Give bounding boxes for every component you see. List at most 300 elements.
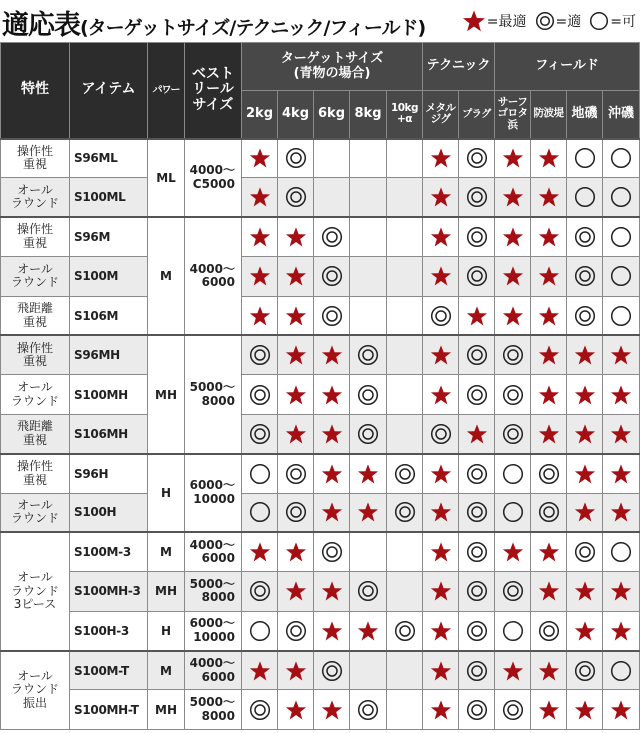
double-circle-icon xyxy=(502,344,524,366)
star-icon xyxy=(430,265,452,287)
rating-shore-rocks-dbl xyxy=(567,296,603,335)
star-icon xyxy=(574,463,596,485)
text-line: 重視 xyxy=(22,472,47,487)
text-line: +α xyxy=(397,113,413,126)
rating-4kg-star xyxy=(278,572,314,611)
star-icon xyxy=(430,384,452,406)
text-line: ジグ xyxy=(430,113,451,126)
double-circle-icon xyxy=(466,344,488,366)
text-line: 2kg xyxy=(246,105,273,121)
rating-plug-dbl xyxy=(459,139,495,178)
rating-2kg-star xyxy=(242,139,278,178)
rating-offshore-rocks-star xyxy=(603,414,640,453)
star-icon xyxy=(538,344,560,366)
star-icon xyxy=(574,423,596,445)
star-icon xyxy=(574,384,596,406)
rating-surf-gorota-beach-star xyxy=(495,257,531,296)
star-icon xyxy=(285,541,307,563)
rating-4kg-star xyxy=(278,651,314,690)
text-line: 4000〜 xyxy=(189,655,235,670)
rating-surf-gorota-beach-dbl xyxy=(495,375,531,414)
table-row xyxy=(1,414,640,453)
star-icon xyxy=(285,265,307,287)
rating-breakwater-star xyxy=(531,651,567,690)
rating-10kg-plus-empty xyxy=(387,139,423,178)
rating-shore-rocks-star xyxy=(567,454,603,493)
rating-shore-rocks-star xyxy=(567,611,603,650)
text-line: 操作性 xyxy=(16,340,53,355)
star-icon xyxy=(462,9,486,33)
table-row xyxy=(1,532,640,571)
text-line: サーフ xyxy=(497,95,528,108)
double-circle-icon xyxy=(430,423,452,445)
item-name: S106M xyxy=(70,296,148,335)
double-circle-icon xyxy=(285,463,307,485)
rating-10kg-plus-dbl xyxy=(387,493,423,532)
rating-plug-dbl xyxy=(459,651,495,690)
text-line: オール xyxy=(17,569,53,584)
text-line: 5000〜 xyxy=(189,576,235,591)
rating-offshore-rocks-circ xyxy=(603,532,640,571)
double-circle-icon xyxy=(394,463,416,485)
rating-shore-rocks-dbl xyxy=(567,257,603,296)
text-line: 重視 xyxy=(22,157,47,172)
star-icon xyxy=(321,501,343,523)
rating-plug-dbl xyxy=(459,454,495,493)
rating-plug-dbl xyxy=(459,375,495,414)
double-circle-icon xyxy=(357,384,379,406)
star-icon xyxy=(502,660,524,682)
rating-metal-jig-star xyxy=(423,217,459,256)
suitability-table xyxy=(0,42,640,730)
text-line: 振出 xyxy=(22,696,47,711)
legend-item-acceptable xyxy=(589,11,636,31)
text-line: 防波堤 xyxy=(533,107,564,120)
item-name: S100ML xyxy=(70,178,148,217)
star-icon xyxy=(538,660,560,682)
item-name: S100M-T xyxy=(70,651,148,690)
star-icon xyxy=(285,384,307,406)
star-icon xyxy=(502,147,524,169)
rating-metal-jig-star xyxy=(423,651,459,690)
header-col-offshore-rocks xyxy=(603,91,640,139)
star-icon xyxy=(430,463,452,485)
star-icon xyxy=(285,423,307,445)
rating-shore-rocks-star xyxy=(567,414,603,453)
double-circle-icon xyxy=(574,541,596,563)
power-cell: ML xyxy=(148,139,185,218)
table-row xyxy=(1,217,640,256)
star-icon xyxy=(285,580,307,602)
star-icon xyxy=(574,344,596,366)
rating-offshore-rocks-star xyxy=(603,493,640,532)
double-circle-icon xyxy=(535,11,555,31)
text-line: 4000〜 xyxy=(189,537,235,552)
rating-4kg-dbl xyxy=(278,139,314,178)
text-line: オール xyxy=(17,668,53,683)
double-circle-icon xyxy=(394,501,416,523)
rating-shore-rocks-dbl xyxy=(567,532,603,571)
trait-cell xyxy=(1,257,70,296)
star-icon xyxy=(610,384,632,406)
power-cell: M xyxy=(148,217,185,335)
rating-8kg-empty xyxy=(350,651,387,690)
reel-size-cell xyxy=(185,139,242,218)
double-circle-icon xyxy=(357,423,379,445)
text-line: 飛距離 xyxy=(16,300,53,315)
star-icon xyxy=(285,305,307,327)
rating-plug-dbl xyxy=(459,178,495,217)
star-icon xyxy=(430,186,452,208)
star-icon xyxy=(249,265,271,287)
item-name: S106MH xyxy=(70,414,148,453)
trait-cell xyxy=(1,335,70,374)
text-line: メタル xyxy=(425,101,456,114)
text-line: オール xyxy=(17,379,53,394)
star-icon xyxy=(249,660,271,682)
rating-10kg-plus-empty xyxy=(387,335,423,374)
rating-6kg-dbl xyxy=(314,217,350,256)
text-line: 5000〜 xyxy=(189,694,235,709)
header-trait: 特性 xyxy=(1,43,70,139)
circle-icon xyxy=(610,541,632,563)
star-icon xyxy=(502,226,524,248)
rating-8kg-empty xyxy=(350,139,387,178)
star-icon xyxy=(574,620,596,642)
power-cell: MH xyxy=(148,572,185,611)
rating-4kg-star xyxy=(278,690,314,729)
rating-4kg-star xyxy=(278,335,314,374)
double-circle-icon xyxy=(249,699,271,721)
text-line: 8000 xyxy=(201,708,235,723)
rating-4kg-star xyxy=(278,375,314,414)
double-circle-icon xyxy=(321,541,343,563)
circle-icon xyxy=(610,305,632,327)
double-circle-icon xyxy=(538,620,560,642)
header-item: アイテム xyxy=(70,43,148,139)
star-icon xyxy=(502,186,524,208)
star-icon xyxy=(538,423,560,445)
double-circle-icon xyxy=(574,660,596,682)
title-bar xyxy=(0,0,640,40)
star-icon xyxy=(321,423,343,445)
text-line: 地磯 xyxy=(571,105,598,121)
item-name: S96H xyxy=(70,454,148,493)
rating-breakwater-star xyxy=(531,690,567,729)
text-line: ゴロタ xyxy=(497,107,528,120)
page-title xyxy=(2,3,425,42)
circle-icon xyxy=(574,186,596,208)
circle-icon xyxy=(249,620,271,642)
text-line: 重視 xyxy=(22,354,47,369)
title-subtitle: (ターゲットサイズ/テクニック/フィールド) xyxy=(80,17,426,39)
header-target-size-group xyxy=(242,43,423,91)
rating-shore-rocks-star xyxy=(567,493,603,532)
table-row xyxy=(1,690,640,729)
rating-plug-dbl xyxy=(459,217,495,256)
rating-metal-jig-star xyxy=(423,493,459,532)
circle-icon xyxy=(249,463,271,485)
rating-offshore-rocks-circ xyxy=(603,296,640,335)
trait-cell xyxy=(1,493,70,532)
rating-surf-gorota-beach-dbl xyxy=(495,414,531,453)
text-line: 6000 xyxy=(201,669,235,684)
rating-4kg-dbl xyxy=(278,178,314,217)
item-name: S100M xyxy=(70,257,148,296)
rating-4kg-star xyxy=(278,296,314,335)
legend-item-suitable xyxy=(535,11,582,31)
item-name: S96M xyxy=(70,217,148,256)
rating-4kg-star xyxy=(278,532,314,571)
star-icon xyxy=(285,660,307,682)
rating-10kg-plus-empty xyxy=(387,375,423,414)
reel-size-cell xyxy=(185,532,242,571)
rating-10kg-plus-empty xyxy=(387,651,423,690)
text-line: リール xyxy=(192,81,234,98)
rating-breakwater-star xyxy=(531,572,567,611)
double-circle-icon xyxy=(249,384,271,406)
double-circle-icon xyxy=(466,501,488,523)
item-name: S100M-3 xyxy=(70,532,148,571)
rating-8kg-dbl xyxy=(350,690,387,729)
circle-icon xyxy=(574,147,596,169)
header-col-plug xyxy=(459,91,495,139)
rating-breakwater-star xyxy=(531,139,567,178)
rating-6kg-star xyxy=(314,375,350,414)
star-icon xyxy=(321,580,343,602)
rating-2kg-circ xyxy=(242,611,278,650)
header-col-surf-gorota-beach xyxy=(495,91,531,139)
rating-2kg-star xyxy=(242,257,278,296)
rating-surf-gorota-beach-star xyxy=(495,217,531,256)
rating-6kg-star xyxy=(314,454,350,493)
legend xyxy=(454,9,636,33)
rating-offshore-rocks-circ xyxy=(603,257,640,296)
double-circle-icon xyxy=(285,620,307,642)
text-line: ラウンド xyxy=(10,682,59,697)
star-icon xyxy=(430,699,452,721)
rating-8kg-dbl xyxy=(350,375,387,414)
text-line: 重視 xyxy=(22,236,47,251)
rating-offshore-rocks-star xyxy=(603,572,640,611)
text-line: 飛距離 xyxy=(16,418,53,433)
double-circle-icon xyxy=(466,580,488,602)
star-icon xyxy=(321,699,343,721)
star-icon xyxy=(430,147,452,169)
star-icon xyxy=(430,344,452,366)
star-icon xyxy=(610,344,632,366)
table-row xyxy=(1,493,640,532)
rating-surf-gorota-beach-star xyxy=(495,296,531,335)
rating-8kg-dbl xyxy=(350,572,387,611)
double-circle-icon xyxy=(574,265,596,287)
rating-breakwater-star xyxy=(531,532,567,571)
trait-cell xyxy=(1,414,70,453)
header-col-breakwater xyxy=(531,91,567,139)
star-icon xyxy=(321,384,343,406)
trait-cell xyxy=(1,217,70,256)
star-icon xyxy=(574,580,596,602)
rating-surf-gorota-beach-star xyxy=(495,178,531,217)
rating-6kg-star xyxy=(314,414,350,453)
double-circle-icon xyxy=(321,660,343,682)
rating-6kg-dbl xyxy=(314,257,350,296)
circle-icon xyxy=(610,226,632,248)
double-circle-icon xyxy=(285,501,307,523)
power-cell: H xyxy=(148,611,185,650)
rating-surf-gorota-beach-star xyxy=(495,532,531,571)
star-icon xyxy=(610,620,632,642)
text-line: 6000〜 xyxy=(189,478,235,493)
power-cell: M xyxy=(148,651,185,690)
star-icon xyxy=(285,344,307,366)
trait-cell xyxy=(1,454,70,493)
star-icon xyxy=(502,541,524,563)
rating-plug-star xyxy=(459,414,495,453)
text-line: 3ピース xyxy=(13,597,57,612)
double-circle-icon xyxy=(466,147,488,169)
rating-6kg-star xyxy=(314,493,350,532)
rating-breakwater-dbl xyxy=(531,493,567,532)
star-icon xyxy=(321,463,343,485)
circle-icon xyxy=(249,501,271,523)
rating-10kg-plus-empty xyxy=(387,414,423,453)
text-line: 8kg xyxy=(354,105,382,121)
rating-metal-jig-star xyxy=(423,139,459,178)
rating-6kg-dbl xyxy=(314,651,350,690)
circle-icon xyxy=(502,620,524,642)
text-line: ターゲットサイズ xyxy=(280,50,384,66)
rating-metal-jig-star xyxy=(423,572,459,611)
text-line: 8000 xyxy=(201,393,235,408)
rating-2kg-dbl xyxy=(242,690,278,729)
double-circle-icon xyxy=(466,541,488,563)
rating-8kg-dbl xyxy=(350,335,387,374)
circle-icon xyxy=(502,463,524,485)
text-line: 浜 xyxy=(507,119,518,132)
circle-icon xyxy=(610,265,632,287)
text-line: 沖磯 xyxy=(608,105,635,121)
trait-cell xyxy=(1,375,70,414)
rating-metal-jig-star xyxy=(423,335,459,374)
double-circle-icon xyxy=(249,344,271,366)
rating-shore-rocks-circ xyxy=(567,178,603,217)
text-line: 6kg xyxy=(318,105,345,121)
rating-8kg-empty xyxy=(350,532,387,571)
rating-6kg-dbl xyxy=(314,296,350,335)
title-main-text: 適応表 xyxy=(2,10,80,41)
star-icon xyxy=(249,541,271,563)
rating-plug-dbl xyxy=(459,690,495,729)
text-line: ベスト xyxy=(192,65,234,82)
text-line: 8000 xyxy=(201,590,235,605)
text-line: 操作性 xyxy=(16,222,53,237)
reel-size-cell xyxy=(185,335,242,453)
star-icon xyxy=(610,423,632,445)
table-row xyxy=(1,375,640,414)
star-icon xyxy=(538,384,560,406)
text-line: 10kg xyxy=(390,101,419,114)
double-circle-icon xyxy=(538,463,560,485)
star-icon xyxy=(466,305,488,327)
rating-8kg-empty xyxy=(350,296,387,335)
star-icon xyxy=(466,423,488,445)
star-icon xyxy=(538,226,560,248)
power-cell: MH xyxy=(148,335,185,453)
text-line: ラウンド xyxy=(10,511,59,526)
rating-8kg-dbl xyxy=(350,414,387,453)
star-icon xyxy=(321,344,343,366)
double-circle-icon xyxy=(502,384,524,406)
rating-4kg-star xyxy=(278,217,314,256)
text-line: 10000 xyxy=(193,629,235,644)
reel-size-cell xyxy=(185,217,242,335)
rating-10kg-plus-dbl xyxy=(387,611,423,650)
star-icon xyxy=(538,305,560,327)
rating-shore-rocks-star xyxy=(567,335,603,374)
rating-metal-jig-star xyxy=(423,178,459,217)
table-row xyxy=(1,178,640,217)
text-line: ラウンド xyxy=(10,583,59,598)
rating-2kg-star xyxy=(242,532,278,571)
double-circle-icon xyxy=(502,423,524,445)
rating-surf-gorota-beach-circ xyxy=(495,493,531,532)
rating-10kg-plus-empty xyxy=(387,532,423,571)
rating-8kg-star xyxy=(350,454,387,493)
rating-surf-gorota-beach-star xyxy=(495,139,531,178)
rating-plug-dbl xyxy=(459,611,495,650)
header-field-group: フィールド xyxy=(495,43,640,91)
header-best-reel-size xyxy=(185,43,242,139)
rating-4kg-star xyxy=(278,257,314,296)
circle-icon xyxy=(589,11,609,31)
double-circle-icon xyxy=(357,580,379,602)
double-circle-icon xyxy=(466,226,488,248)
rating-offshore-rocks-circ xyxy=(603,139,640,178)
star-icon xyxy=(285,699,307,721)
star-icon xyxy=(574,699,596,721)
star-icon xyxy=(538,186,560,208)
double-circle-icon xyxy=(321,226,343,248)
star-icon xyxy=(430,226,452,248)
rating-6kg-dbl xyxy=(314,532,350,571)
rating-2kg-star xyxy=(242,296,278,335)
rating-shore-rocks-circ xyxy=(567,139,603,178)
rating-10kg-plus-empty xyxy=(387,217,423,256)
header-col-shore-rocks xyxy=(567,91,603,139)
double-circle-icon xyxy=(321,265,343,287)
trait-cell xyxy=(1,139,70,178)
rating-surf-gorota-beach-dbl xyxy=(495,690,531,729)
rating-10kg-plus-empty xyxy=(387,178,423,217)
trait-cell xyxy=(1,532,70,650)
star-icon xyxy=(610,463,632,485)
text-line: オール xyxy=(17,261,53,276)
rating-breakwater-star xyxy=(531,217,567,256)
rating-offshore-rocks-circ xyxy=(603,651,640,690)
circle-icon xyxy=(610,147,632,169)
text-line: 6000 xyxy=(201,551,235,566)
rating-plug-dbl xyxy=(459,257,495,296)
rating-2kg-dbl xyxy=(242,335,278,374)
text-line: 6000〜 xyxy=(189,615,235,630)
header-power: パワー xyxy=(148,43,185,139)
rating-metal-jig-star xyxy=(423,257,459,296)
double-circle-icon xyxy=(466,463,488,485)
double-circle-icon xyxy=(502,580,524,602)
header-col-metal-jig xyxy=(423,91,459,139)
rating-plug-dbl xyxy=(459,532,495,571)
